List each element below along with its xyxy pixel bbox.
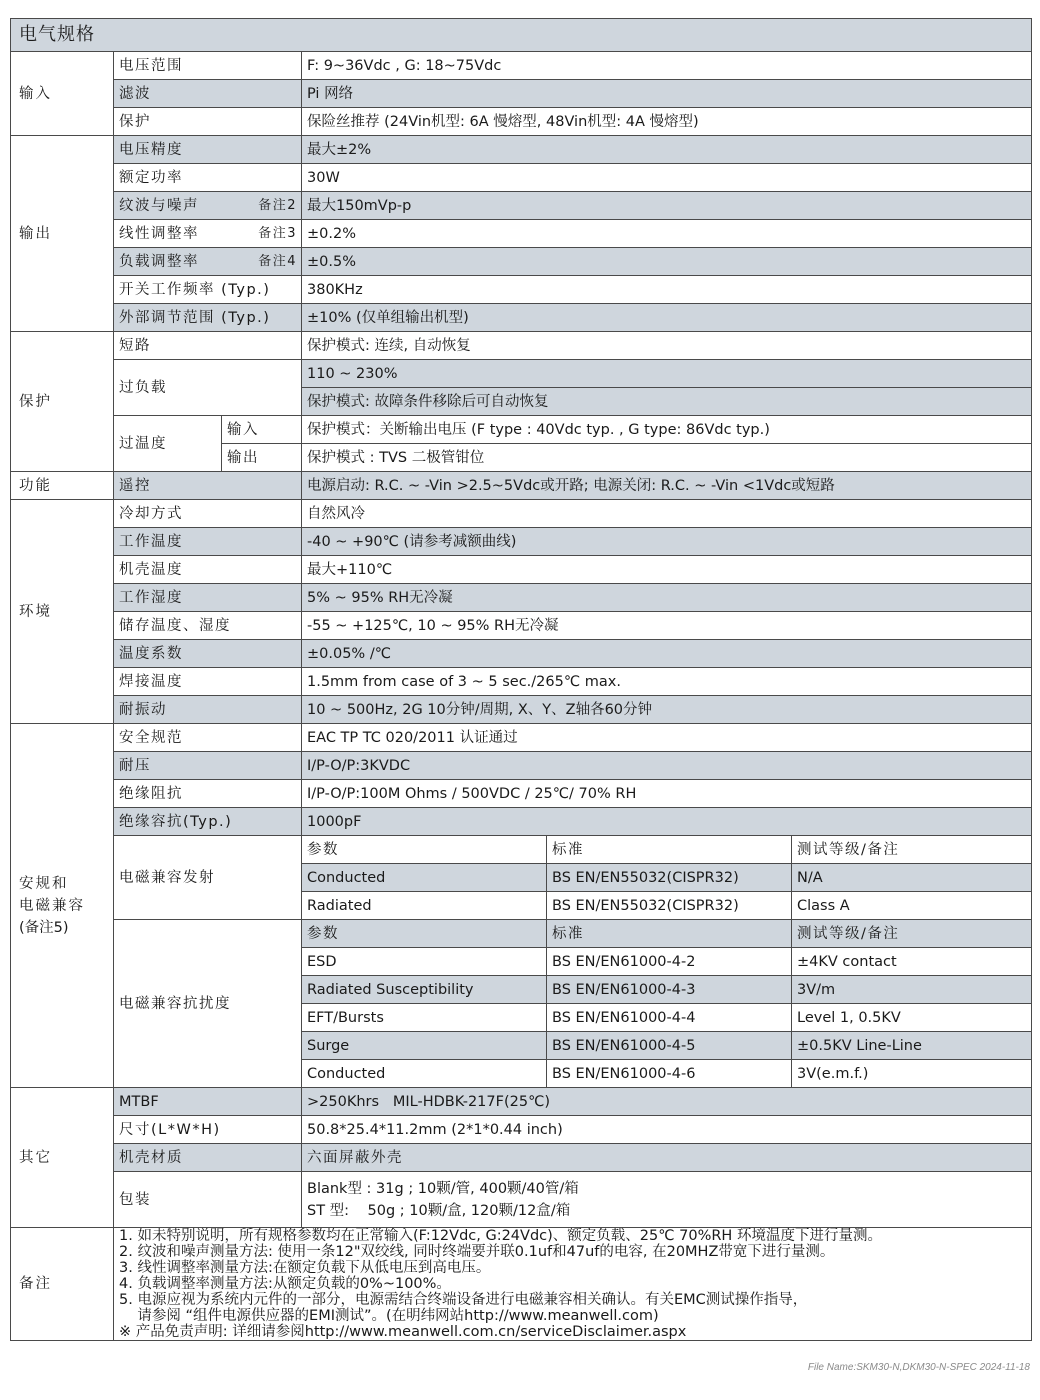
spec-value: 1000pF <box>302 808 1032 836</box>
spec-value: 保护模式: 故障条件移除后可自动恢复 <box>302 388 1032 416</box>
spec-value: F: 9~36Vdc , G: 18~75Vdc <box>302 52 1032 80</box>
note-line: 3. 线性调整率测量方法:在额定负载下从低电压到高电压。 <box>119 1260 491 1276</box>
table-row <box>11 724 1032 752</box>
table-row <box>11 80 1032 108</box>
spec-value: 50.8*25.4*11.2mm (2*1*0.44 inch) <box>302 1116 1032 1144</box>
table-row <box>11 836 1032 864</box>
category-safety-emc <box>11 724 114 1088</box>
emc-level: 3V/m <box>792 976 1032 1004</box>
emc-column-header: 标准 <box>547 836 792 864</box>
spec-label-with-note <box>114 220 302 248</box>
category-output: 输出 <box>11 136 114 332</box>
spec-label: 滤波 <box>114 80 302 108</box>
emc-column-header: 标准 <box>547 920 792 948</box>
spec-value: 最大+110℃ <box>302 556 1032 584</box>
category-others: 其它 <box>11 1088 114 1228</box>
emc-param: Radiated Susceptibility <box>302 976 547 1004</box>
spec-value: 保险丝推荐 (24Vin机型: 6A 慢熔型, 48Vin机型: 4A 慢熔型) <box>302 108 1032 136</box>
spec-value: >250Khrs MIL-HDBK-217F(25℃) <box>302 1088 1032 1116</box>
emc-param: ESD <box>302 948 547 976</box>
spec-value: ±0.5% <box>302 248 1032 276</box>
emc-level: Class A <box>792 892 1032 920</box>
spec-value: 保护模式：关断输出电压 (F type : 40Vdc typ. , G type: 86Vdc typ.) <box>302 416 1032 444</box>
category-environment: 环境 <box>11 500 114 724</box>
spec-label: 机壳材质 <box>114 1144 302 1172</box>
note-line: 4. 负载调整率测量方法:从额定负载的0%~100%。 <box>119 1276 451 1292</box>
table-row <box>11 612 1032 640</box>
table-row <box>11 248 1032 276</box>
spec-label: 电磁兼容发射 <box>114 836 302 920</box>
spec-value: 保护模式: 连续, 自动恢复 <box>302 332 1032 360</box>
spec-label: 耐压 <box>114 752 302 780</box>
emc-column-header: 参数 <box>302 836 547 864</box>
table-row <box>11 528 1032 556</box>
table-row <box>11 164 1032 192</box>
spec-label: 过负载 <box>114 360 302 416</box>
emc-standard: BS EN/EN61000-4-6 <box>547 1060 792 1088</box>
spec-sublabel: 输入 <box>222 416 302 444</box>
table-row <box>11 52 1032 80</box>
spec-sheet <box>10 18 1031 1341</box>
spec-label: 过温度 <box>114 416 222 472</box>
spec-label: 工作湿度 <box>114 584 302 612</box>
emc-standard: BS EN/EN55032(CISPR32) <box>547 864 792 892</box>
spec-value: 10 ~ 500Hz, 2G 10分钟/周期, X、Y、Z轴各60分钟 <box>302 696 1032 724</box>
emc-standard: BS EN/EN61000-4-4 <box>547 1004 792 1032</box>
spec-label: 负载调整率 <box>119 253 199 270</box>
table-row <box>11 472 1032 500</box>
spec-label: 线性调整率 <box>119 225 199 242</box>
table-row <box>11 1228 1032 1341</box>
table-row <box>11 332 1032 360</box>
emc-param: Conducted <box>302 864 547 892</box>
emc-column-header: 测试等级/备注 <box>792 920 1032 948</box>
spec-value: I/P-O/P:3KVDC <box>302 752 1032 780</box>
spec-value: 5% ~ 95% RH无冷凝 <box>302 584 1032 612</box>
table-row <box>11 276 1032 304</box>
spec-label-with-note <box>114 192 302 220</box>
spec-label: 包装 <box>114 1172 302 1228</box>
table-row <box>11 1116 1032 1144</box>
table-row <box>11 1144 1032 1172</box>
spec-value: EAC TP TC 020/2011 认证通过 <box>302 724 1032 752</box>
note-ref: 备注2 <box>258 197 297 213</box>
table-row <box>11 696 1032 724</box>
spec-value: 最大150mVp-p <box>302 192 1032 220</box>
table-row <box>11 360 1032 388</box>
spec-sublabel: 输出 <box>222 444 302 472</box>
table-row <box>11 780 1032 808</box>
spec-value: 自然风冷 <box>302 500 1032 528</box>
spec-value: ±0.05% /℃ <box>302 640 1032 668</box>
table-row <box>11 668 1032 696</box>
table-row <box>11 920 1032 948</box>
spec-table <box>10 18 1032 1341</box>
emc-level: ±0.5KV Line-Line <box>792 1032 1032 1060</box>
note-line: 1. 如未特别说明，所有规格参数均在正常输入(F:12Vdc, G:24Vdc)、额定负载、25℃ 70%RH 环境温度下进行量测。 <box>119 1228 882 1244</box>
emc-standard: BS EN/EN55032(CISPR32) <box>547 892 792 920</box>
spec-value: 最大±2% <box>302 136 1032 164</box>
table-row <box>11 1172 1032 1228</box>
file-name-footer: File Name:SKM30-N,DKM30-N-SPEC 2024-11-18 <box>807 1362 1030 1373</box>
spec-label: 额定功率 <box>114 164 302 192</box>
notes-block <box>114 1228 1032 1341</box>
table-row <box>11 640 1032 668</box>
spec-label: 电压精度 <box>114 136 302 164</box>
spec-label: 温度系数 <box>114 640 302 668</box>
spec-label: 电压范围 <box>114 52 302 80</box>
spec-value: I/P-O/P:100M Ohms / 500VDC / 25℃/ 70% RH <box>302 780 1032 808</box>
spec-value: ±0.2% <box>302 220 1032 248</box>
category-line: 安规和 <box>19 875 69 892</box>
spec-label: 保护 <box>114 108 302 136</box>
emc-param: Surge <box>302 1032 547 1060</box>
spec-label: 焊接温度 <box>114 668 302 696</box>
spec-value-line: Blank型 : 31g ; 10颗/管, 400颗/40管/箱 <box>307 1180 579 1197</box>
emc-level: N/A <box>792 864 1032 892</box>
table-row <box>11 136 1032 164</box>
spec-label: 冷却方式 <box>114 500 302 528</box>
table-row <box>11 192 1032 220</box>
spec-value: 六面屏蔽外壳 <box>302 1144 1032 1172</box>
table-row <box>11 220 1032 248</box>
spec-value-multi <box>302 1172 1032 1228</box>
note-line: 请参阅 “组件电源供应器的EMI测试”。(在明纬网站http://www.meanwell.com) <box>119 1308 659 1324</box>
spec-label: 安全规范 <box>114 724 302 752</box>
table-row <box>11 556 1032 584</box>
emc-level: ±4KV contact <box>792 948 1032 976</box>
spec-label: 机壳温度 <box>114 556 302 584</box>
emc-column-header: 参数 <box>302 920 547 948</box>
emc-param: Conducted <box>302 1060 547 1088</box>
spec-value: 380KHz <box>302 276 1032 304</box>
table-row <box>11 752 1032 780</box>
spec-value: -40 ~ +90℃ (请参考减额曲线) <box>302 528 1032 556</box>
spec-label: 耐振动 <box>114 696 302 724</box>
emc-standard: BS EN/EN61000-4-3 <box>547 976 792 1004</box>
title-row <box>11 19 1032 52</box>
spec-label: 尺寸(L*W*H) <box>114 1116 302 1144</box>
note-line: ※ 产品免责声明: 详细请参阅http://www.meanwell.com.cn/serviceDisclaimer.aspx <box>119 1324 687 1340</box>
emc-param: Radiated <box>302 892 547 920</box>
spec-label: 开关工作频率 (Typ.) <box>114 276 302 304</box>
emc-standard: BS EN/EN61000-4-5 <box>547 1032 792 1060</box>
table-row <box>11 808 1032 836</box>
category-notes: 备注 <box>11 1228 114 1341</box>
category-input: 输入 <box>11 52 114 136</box>
spec-label: MTBF <box>114 1088 302 1116</box>
spec-label: 绝缘容抗(Typ.) <box>114 808 302 836</box>
category-line: (备注5) <box>19 919 69 936</box>
spec-label: 电磁兼容抗扰度 <box>114 920 302 1088</box>
page-title: 电气规格 <box>11 19 1032 52</box>
table-row <box>11 416 1032 444</box>
spec-value: 1.5mm from case of 3 ~ 5 sec./265℃ max. <box>302 668 1032 696</box>
emc-level: 3V(e.m.f.) <box>792 1060 1032 1088</box>
table-row <box>11 108 1032 136</box>
spec-label: 储存温度、湿度 <box>114 612 302 640</box>
emc-param: EFT/Bursts <box>302 1004 547 1032</box>
category-function: 功能 <box>11 472 114 500</box>
spec-label: 外部调节范围 (Typ.) <box>114 304 302 332</box>
spec-value: 保护模式 : TVS 二极管钳位 <box>302 444 1032 472</box>
note-line: 2. 纹波和噪声测量方法: 使用一条12"双绞线, 同时终端要并联0.1uf和47uf的电容, 在20MHZ带宽下进行量测。 <box>119 1244 835 1260</box>
table-row <box>11 304 1032 332</box>
spec-value-line: ST 型: 50g ; 10颗/盒, 120颗/12盒/箱 <box>307 1202 571 1219</box>
note-ref: 备注3 <box>258 225 297 241</box>
spec-value: 30W <box>302 164 1032 192</box>
spec-value: ±10% (仅单组输出机型) <box>302 304 1032 332</box>
spec-value: 110 ~ 230% <box>302 360 1032 388</box>
table-row <box>11 500 1032 528</box>
note-line: 5. 电源应视为系统内元件的一部分，电源需结合终端设备进行电磁兼容相关确认。有关EMC测试操作指导， <box>119 1292 808 1308</box>
spec-label: 工作温度 <box>114 528 302 556</box>
spec-label: 绝缘阻抗 <box>114 780 302 808</box>
emc-column-header: 测试等级/备注 <box>792 836 1032 864</box>
spec-label: 短路 <box>114 332 302 360</box>
emc-level: Level 1, 0.5KV <box>792 1004 1032 1032</box>
spec-value: -55 ~ +125℃, 10 ~ 95% RH无冷凝 <box>302 612 1032 640</box>
spec-value: 电源启动: R.C. ~ -Vin >2.5~5Vdc或开路; 电源关闭: R.C. ~ -Vin <1Vdc或短路 <box>302 472 1032 500</box>
note-ref: 备注4 <box>258 253 297 269</box>
category-protection: 保护 <box>11 332 114 472</box>
table-row <box>11 584 1032 612</box>
spec-label: 遥控 <box>114 472 302 500</box>
spec-label-with-note <box>114 248 302 276</box>
spec-value: Pi 网络 <box>302 80 1032 108</box>
emc-standard: BS EN/EN61000-4-2 <box>547 948 792 976</box>
spec-label: 纹波与噪声 <box>119 197 199 214</box>
table-row <box>11 1088 1032 1116</box>
category-line: 电磁兼容 <box>19 897 85 914</box>
